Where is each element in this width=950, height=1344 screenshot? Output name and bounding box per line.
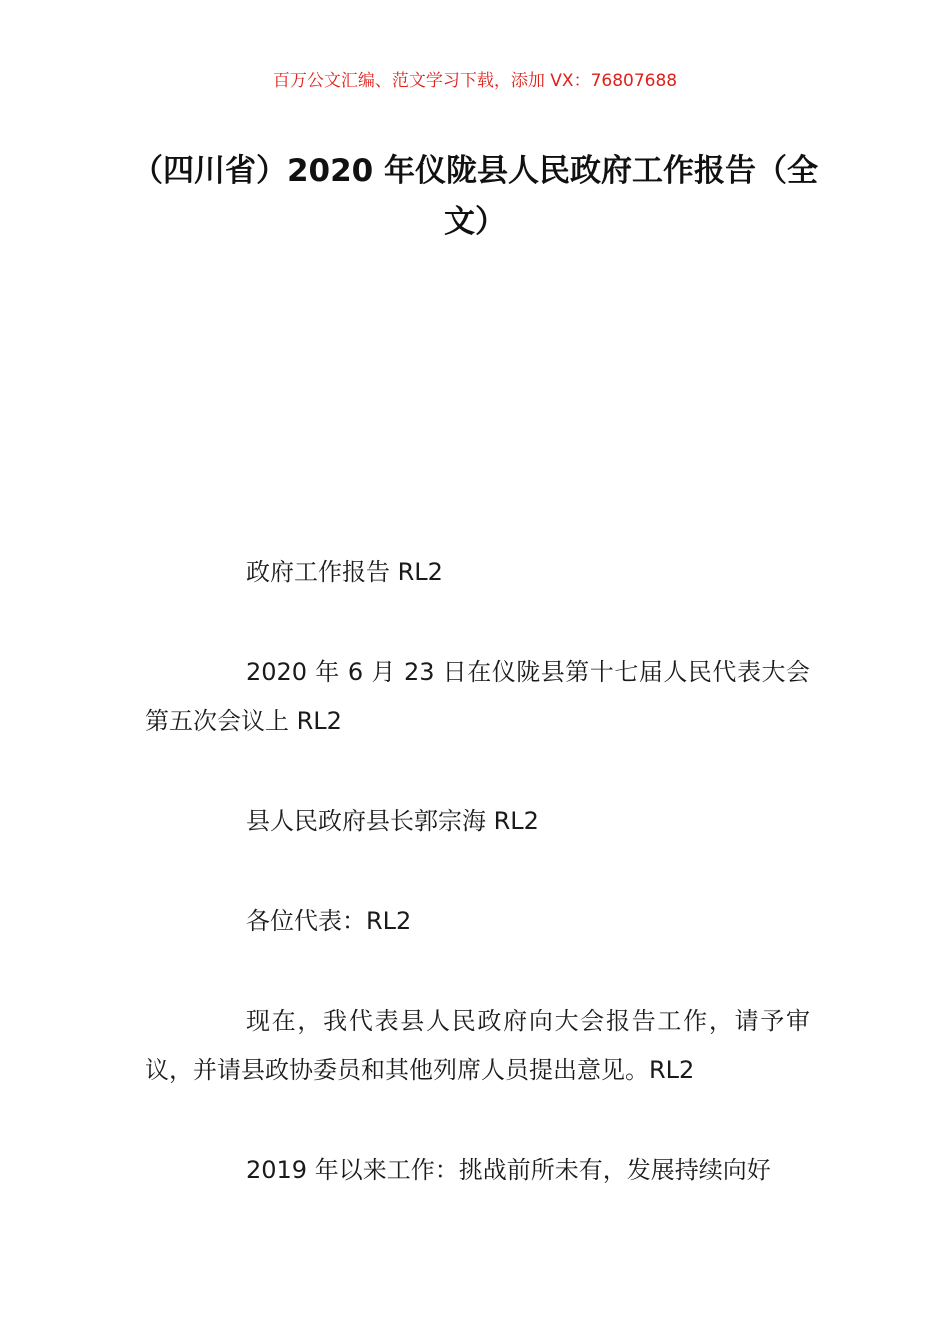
document-title: （四川省）2020 年仪陇县人民政府工作报告（全文） xyxy=(131,153,819,240)
paragraph-opening: 现在，我代表县人民政府向大会报告工作，请予审议，并请县政协委员和其他列席人员提出意见。RL2 xyxy=(145,1007,810,1084)
paragraph-speaker: 县人民政府县长郭宗海 RL2 xyxy=(246,807,539,835)
header-banner: 百万公文汇编、范文学习下载，添加 VX：76807688 xyxy=(272,71,678,91)
paragraph-meeting-info: 2020 年 6 月 23 日在仪陇县第十七届人民代表大会第五次会议上 RL2 xyxy=(145,658,810,735)
paragraph-section-heading: 2019 年以来工作：挑战前所未有，发展持续向好 xyxy=(246,1156,771,1184)
paragraph-report-label: 政府工作报告 RL2 xyxy=(246,558,443,586)
paragraph-salutation: 各位代表：RL2 xyxy=(246,907,412,935)
